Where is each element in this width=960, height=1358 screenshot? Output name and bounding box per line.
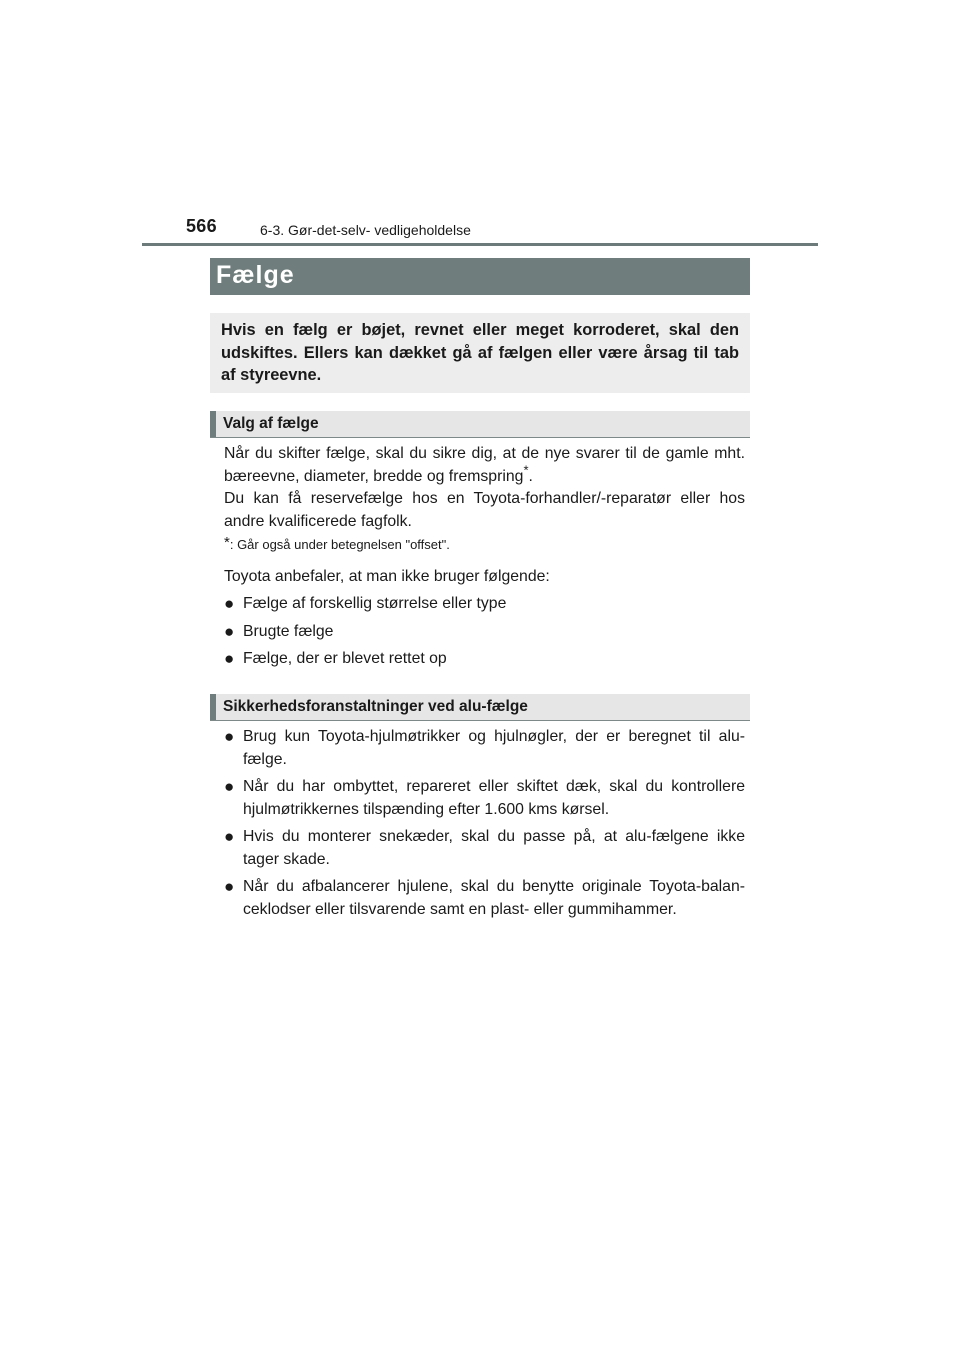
paragraph-choose [224, 443, 745, 488]
page-number: 566 [186, 216, 217, 236]
subheading-alu [210, 694, 750, 721]
list-item [224, 826, 745, 871]
list-item-text: Når du afbalancerer hjulene, skal du benytte originale Toyota-balan-ceklodser eller tilsvarende samt en plast- eller gummihammer. [243, 878, 745, 918]
paragraph-dealer: Du kan få reservefælge hos en Toyota-forhandler/-reparatør eller hos andre kvalificerede fagfolk. [224, 490, 745, 530]
list-item [224, 726, 745, 771]
list-item-text: Brug kun Toyota-hjulmøtrikker og hjulnøgler, der er beregnet til alu-fælge. [243, 728, 745, 768]
list-item [224, 876, 745, 921]
subheading-accent [210, 694, 216, 720]
intro-box [210, 313, 750, 393]
list-item-text: Fælge, der er blevet rettet op [243, 650, 447, 667]
intro-text: Hvis en fælg er bøjet, revnet eller meget korroderet, skal den udskiftes. Ellers kan dækket gå af fælgen eller være årsag til tab af styreevne. [221, 321, 739, 385]
subheading-text: Valg af fælge [223, 415, 319, 432]
paragraph-choose-end: . [528, 467, 533, 485]
page-title: Fælge [216, 261, 295, 289]
subheading-accent [210, 411, 216, 437]
subheading-text: Sikkerhedsforanstaltninger ved alu-fælge [223, 698, 528, 715]
list-item [224, 593, 745, 616]
bullet-icon: ● [224, 594, 235, 613]
bullet-icon: ● [224, 649, 235, 668]
footnote-marker: * [523, 462, 529, 478]
list-item [224, 776, 745, 821]
subheading-valg [210, 411, 750, 438]
list-item-text: Hvis du monterer snekæder, skal du passe på, at alu-fælgene ikke tager skade. [243, 828, 745, 868]
footnote [224, 534, 450, 552]
section-label: 6-3. Gør-det-selv- vedligeholdelse [260, 222, 471, 238]
footnote-star: * [224, 534, 230, 551]
list-item-text: Brugte fælge [243, 623, 334, 640]
list-item [224, 621, 745, 644]
paragraph-choose-text: Når du skifter fælge, skal du sikre dig, at de nye svarer til de gamle mht. bæreevne, diameter, bredde og fremspring [224, 445, 745, 485]
title-bar [210, 258, 750, 295]
list-item [224, 648, 745, 671]
list-item-text: Fælge af forskellig størrelse eller type [243, 595, 507, 612]
header-rule [142, 243, 818, 246]
bullet-icon: ● [224, 777, 235, 796]
bullet-icon: ● [224, 727, 235, 746]
bullet-icon: ● [224, 622, 235, 641]
bullet-icon: ● [224, 827, 235, 846]
section1-body [224, 443, 745, 533]
bullet-icon: ● [224, 877, 235, 896]
lead-text: Toyota anbefaler, at man ikke bruger følgende: [224, 568, 550, 585]
footnote-text: : Går også under betegnelsen "offset". [229, 537, 450, 552]
list-item-text: Når du har ombyttet, repareret eller skiftet dæk, skal du kontrollere hjulmøtrikkernes tilspænding efter 1.600 kms kørsel. [243, 778, 745, 818]
